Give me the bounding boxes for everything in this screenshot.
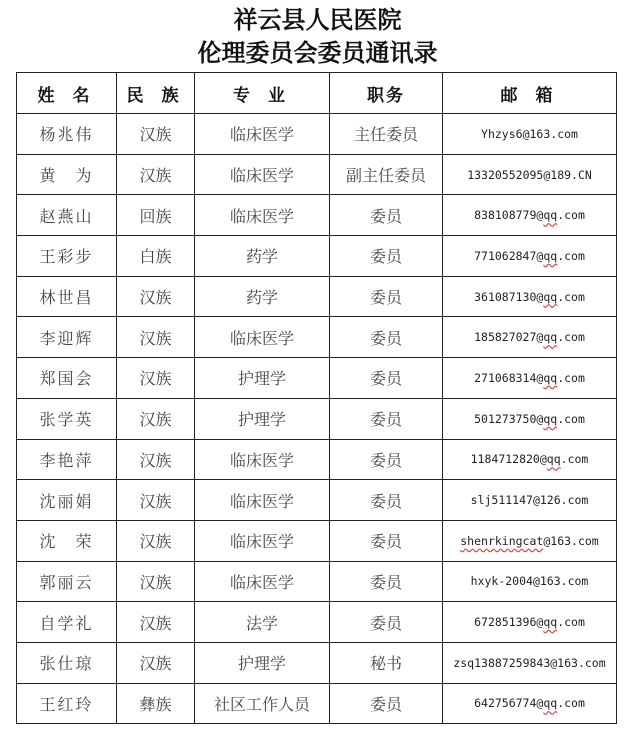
email-text: shenrkingcat@163.com (460, 533, 599, 548)
cell-major: 护理学 (195, 642, 330, 683)
cell-email (443, 683, 617, 724)
cell-ethnicity: 汉族 (117, 520, 195, 561)
cell-email (443, 195, 617, 236)
cell-ethnicity: 汉族 (117, 358, 195, 399)
spellcheck-mark: qq (543, 330, 558, 345)
spellcheck-mark: shenrkingcat (460, 533, 544, 548)
cell-name: 张仕琼 (17, 642, 117, 683)
cell-position: 秘书 (330, 642, 443, 683)
cell-position: 委员 (330, 317, 443, 358)
cell-major: 临床医学 (195, 195, 330, 236)
cell-position: 委员 (330, 439, 443, 480)
cell-ethnicity: 汉族 (117, 439, 195, 480)
cell-major: 临床医学 (195, 114, 330, 155)
cell-position: 委员 (330, 276, 443, 317)
email-text: 642756774@qq.com (474, 696, 585, 711)
cell-major: 临床医学 (195, 561, 330, 602)
cell-name: 王彩步 (17, 236, 117, 277)
header-name: 姓 名 (17, 73, 117, 114)
cell-ethnicity: 汉族 (117, 602, 195, 643)
cell-position: 委员 (330, 398, 443, 439)
cell-ethnicity: 汉族 (117, 398, 195, 439)
spellcheck-mark: qq (543, 289, 558, 304)
cell-major: 护理学 (195, 398, 330, 439)
header-email: 邮 箱 (443, 73, 617, 114)
spellcheck-mark: qq (543, 208, 558, 223)
cell-name: 自学礼 (17, 602, 117, 643)
cell-ethnicity: 彝族 (117, 683, 195, 724)
cell-name: 林世昌 (17, 276, 117, 317)
table-row (17, 642, 617, 683)
email-text: Yhzys6@163.com (481, 126, 578, 141)
header-row (17, 73, 617, 114)
cell-email (443, 602, 617, 643)
cell-ethnicity: 汉族 (117, 561, 195, 602)
cell-ethnicity: 白族 (117, 236, 195, 277)
cell-position: 委员 (330, 236, 443, 277)
cell-name: 黄 为 (17, 154, 117, 195)
cell-major: 临床医学 (195, 439, 330, 480)
header-ethnicity: 民 族 (117, 73, 195, 114)
email-text: 271068314@qq.com (474, 370, 585, 385)
table-row (17, 439, 617, 480)
cell-major: 临床医学 (195, 480, 330, 521)
cell-major: 药学 (195, 276, 330, 317)
table-row (17, 358, 617, 399)
cell-position: 委员 (330, 520, 443, 561)
cell-major: 临床医学 (195, 154, 330, 195)
header-major: 专 业 (195, 73, 330, 114)
cell-name: 杨兆伟 (17, 114, 117, 155)
cell-email (443, 317, 617, 358)
cell-name: 郑国会 (17, 358, 117, 399)
cell-major: 护理学 (195, 358, 330, 399)
cell-name: 沈丽娟 (17, 480, 117, 521)
table-row (17, 683, 617, 724)
cell-email (443, 439, 617, 480)
spellcheck-mark: qq (543, 696, 558, 711)
cell-email (443, 276, 617, 317)
cell-email (443, 154, 617, 195)
header-position: 职务 (330, 73, 443, 114)
email-text: 672851396@qq.com (474, 615, 585, 630)
cell-email (443, 236, 617, 277)
cell-ethnicity: 汉族 (117, 114, 195, 155)
cell-name: 赵燕山 (17, 195, 117, 236)
cell-email (443, 358, 617, 399)
cell-position: 委员 (330, 683, 443, 724)
email-text: zsq13887259843@163.com (453, 655, 606, 670)
table-row (17, 480, 617, 521)
cell-ethnicity: 汉族 (117, 276, 195, 317)
table-body (17, 114, 617, 724)
cell-major: 法学 (195, 602, 330, 643)
spellcheck-mark: qq (543, 248, 558, 263)
cell-email (443, 398, 617, 439)
table-row (17, 561, 617, 602)
email-text: hxyk-2004@163.com (470, 574, 589, 589)
cell-ethnicity: 汉族 (117, 317, 195, 358)
table-row (17, 154, 617, 195)
table-row (17, 276, 617, 317)
cell-name: 王红玲 (17, 683, 117, 724)
email-text: 838108779@qq.com (474, 208, 585, 223)
cell-major: 社区工作人员 (195, 683, 330, 724)
cell-position: 主任委员 (330, 114, 443, 155)
cell-position: 委员 (330, 480, 443, 521)
email-text: 361087130@qq.com (474, 289, 585, 304)
table-row (17, 398, 617, 439)
cell-ethnicity: 汉族 (117, 480, 195, 521)
cell-position: 委员 (330, 602, 443, 643)
document-title-line2: 伦理委员会委员通讯录 (197, 38, 438, 67)
email-text: slj511147@126.com (470, 493, 589, 508)
spellcheck-mark: qq (543, 615, 558, 630)
table-row (17, 114, 617, 155)
spellcheck-mark: qq (543, 411, 558, 426)
document-title-line1: 祥云县人民医院 (233, 5, 402, 34)
cell-email (443, 561, 617, 602)
table-row (17, 236, 617, 277)
cell-email (443, 520, 617, 561)
email-text: 1184712820@qq.com (470, 452, 589, 467)
cell-name: 李迎辉 (17, 317, 117, 358)
cell-position: 委员 (330, 195, 443, 236)
email-text: 185827027@qq.com (474, 330, 585, 345)
cell-position: 委员 (330, 358, 443, 399)
cell-ethnicity: 汉族 (117, 642, 195, 683)
cell-ethnicity: 回族 (117, 195, 195, 236)
cell-major: 临床医学 (195, 317, 330, 358)
table-row (17, 520, 617, 561)
cell-name: 张学英 (17, 398, 117, 439)
table-row (17, 317, 617, 358)
cell-ethnicity: 汉族 (117, 154, 195, 195)
cell-email (443, 114, 617, 155)
cell-email (443, 642, 617, 683)
cell-email (443, 480, 617, 521)
cell-position: 委员 (330, 561, 443, 602)
email-text: 501273750@qq.com (474, 411, 585, 426)
cell-name: 李艳萍 (17, 439, 117, 480)
table-row (17, 195, 617, 236)
email-text: 13320552095@189.CN (467, 167, 592, 182)
cell-name: 郭丽云 (17, 561, 117, 602)
directory-table (16, 72, 617, 724)
cell-major: 药学 (195, 236, 330, 277)
cell-name: 沈 荣 (17, 520, 117, 561)
table-row (17, 602, 617, 643)
spellcheck-mark: qq (543, 370, 558, 385)
cell-major: 临床医学 (195, 520, 330, 561)
cell-position: 副主任委员 (330, 154, 443, 195)
email-text: 771062847@qq.com (474, 248, 585, 263)
spellcheck-mark: qq (546, 452, 561, 467)
